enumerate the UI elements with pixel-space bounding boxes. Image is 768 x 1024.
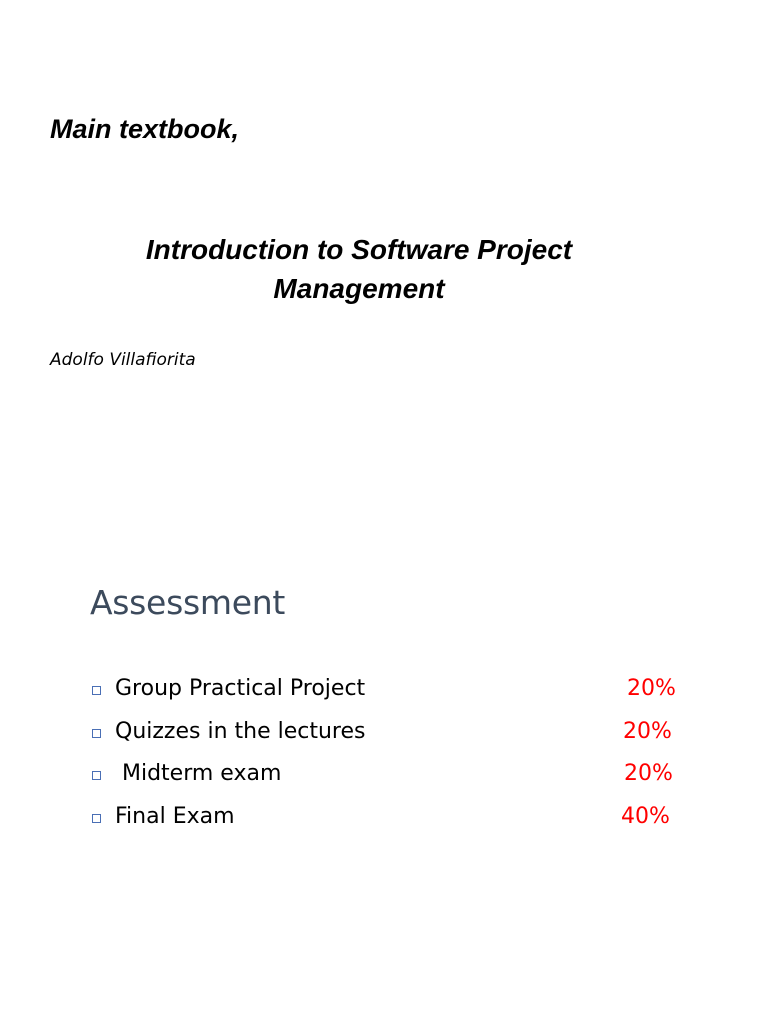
book-title-line-1: Introduction to Software Project bbox=[145, 234, 573, 265]
assessment-item-midterm bbox=[90, 759, 730, 802]
assessment-item-label: Midterm exam bbox=[115, 761, 282, 786]
book-author: Adolfo Villafiorita bbox=[50, 350, 196, 370]
main-textbook-label: Main textbook, bbox=[50, 114, 240, 144]
square-bullet-icon bbox=[92, 729, 101, 738]
assessment-item-label: Quizzes in the lectures bbox=[115, 718, 366, 744]
square-bullet-icon bbox=[92, 814, 101, 823]
book-title bbox=[84, 230, 634, 308]
square-bullet-icon bbox=[92, 771, 101, 780]
assessment-item-label: Final Exam bbox=[115, 803, 235, 829]
assessment-item-label: Group Practical Project bbox=[115, 676, 366, 701]
square-bullet-icon bbox=[92, 686, 101, 695]
assessment-item-group-project bbox=[90, 674, 730, 717]
assessment-item-weight: 20% bbox=[624, 761, 673, 786]
assessment-item-weight: 20% bbox=[627, 676, 676, 701]
assessment-list bbox=[90, 674, 730, 844]
assessment-item-weight: 20% bbox=[623, 718, 672, 744]
book-title-line-2: Management bbox=[273, 273, 445, 304]
assessment-item-final-exam bbox=[90, 802, 730, 845]
assessment-heading: Assessment bbox=[90, 583, 285, 622]
assessment-item-weight: 40% bbox=[621, 803, 670, 829]
assessment-item-quizzes bbox=[90, 717, 730, 760]
